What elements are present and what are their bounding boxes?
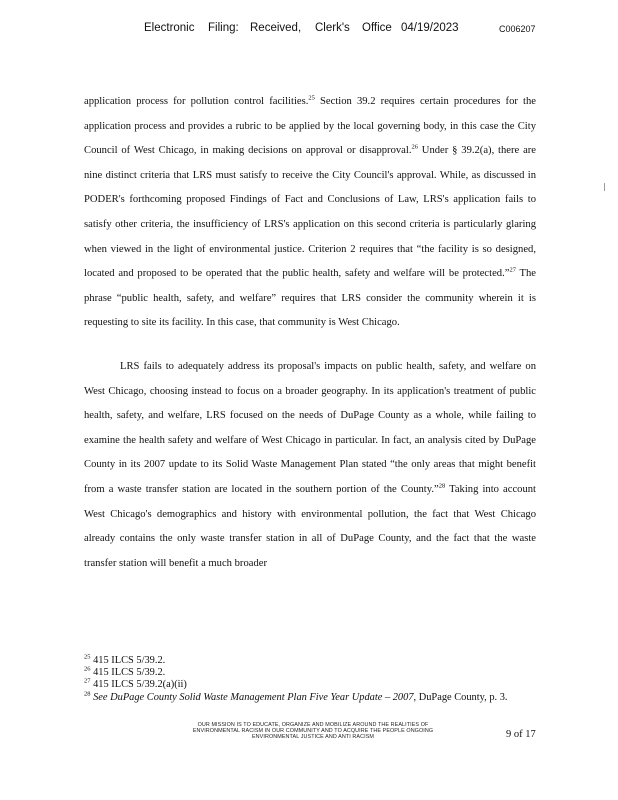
footnote-ref: 28 [438,482,446,490]
footnote-text: 415 ILCS 5/39.2. [90,667,166,679]
footnote [84,679,544,691]
footer-line: OUR MISSION IS TO EDUCATE, ORGANIZE AND MOBILIZE AROUND THE REALITIES OF [197,722,429,728]
filing-date: 04/19/2023 [401,22,459,34]
footnote-text: 415 ILCS 5/39.2. [90,655,166,666]
body-text-run: Section 39.2 requires certain procedures for the application process and provides a rubric to be applied by the local governing body, in this case the City Council of West Chicago, in making decisions on approval or disapproval. [84,96,536,157]
footnotes [84,655,544,704]
footnote-text: 415 ILCS 5/39.2(a)(ii) [90,679,187,691]
body-text [84,90,536,576]
footnote-citation-title: See DuPage County Solid Waste Management Plan Five Year Update – 2007 [90,691,414,703]
footnote-number: 25 [84,653,91,661]
footnote-number: 27 [84,677,91,685]
footer-line: ENVIRONMENTAL RACISM IN OUR COMMUNITY AND TO ACQUIRE THE PEOPLE ONGOING [192,728,434,735]
page-number: 9 of 17 [506,729,536,740]
header-word: Office [362,22,392,34]
footer-mission [160,722,466,741]
body-text-run: The phrase “public health, safety, and welfare” requires that LRS consider the community wherein it is requesting to site its facility. In this case, that community is West Chicago. [84,268,536,329]
footnote-ref: 26 [411,143,418,151]
body-text-run: application process for pollution control facilities. [84,96,309,107]
document-id: C006207 [499,24,536,34]
footnote [84,655,544,667]
body-text-run: LRS fails to adequately address its proposal's impacts on public health, safety, and welfare on West Chicago, choosing instead to focus on a broader geography. In its application's treatment of public health, safety, and welfare, LRS focused on the needs of DuPage County as a whole, while failing to examine the health safety and welfare of West Chicago in particular. In fact, an analysis cited by DuPage County in its 2007 update to its Solid Waste Management Plan stated “the only areas that might benefit from a waste transfer station are located in the southern portion of the County.” [84,360,536,495]
footnote-ref: 27 [509,266,516,274]
header-word: Electronic [144,22,195,34]
header-word: Filing: [208,22,239,34]
margin-mark [604,183,605,191]
paragraph-1 [84,90,536,336]
footnote [84,667,544,679]
body-text-run: Taking into account West Chicago's demographics and history with environmental pollution, the fact that West Chicago already contains the only waste transfer station in all of DuPage County, and the fact that the waste transfer station will benefit a much broader [84,483,536,569]
footnote-number: 26 [84,665,91,673]
footnote-ref: 25 [308,94,315,102]
body-text-run: Under § 39.2(a), there are nine distinct criteria that LRS must satisfy to receive the City Council's approval. While, as discussed in PODER's forthcoming proposed Findings of Fact and Conclusions of Law, LRS's application fails to satisfy other criteria, the insufficiency of LRS's application on this second criteria is particularly glaring when viewed in the light of environmental justice. Criterion 2 requires that “the facility is so designed, located and proposed to be operated that the public health, safety and welfare will be protected.” [84,145,536,280]
filing-header [0,22,618,38]
footnote-number: 28 [84,690,91,698]
footnote [84,692,544,704]
footnote-text: , DuPage County, p. 3. [413,691,508,703]
header-word: Received, [250,22,302,34]
header-word: Clerk's [315,22,350,34]
footer-line: ENVIRONMENTAL JUSTICE AND ANTI RACISM [251,734,374,741]
paragraph-2 [84,355,536,576]
